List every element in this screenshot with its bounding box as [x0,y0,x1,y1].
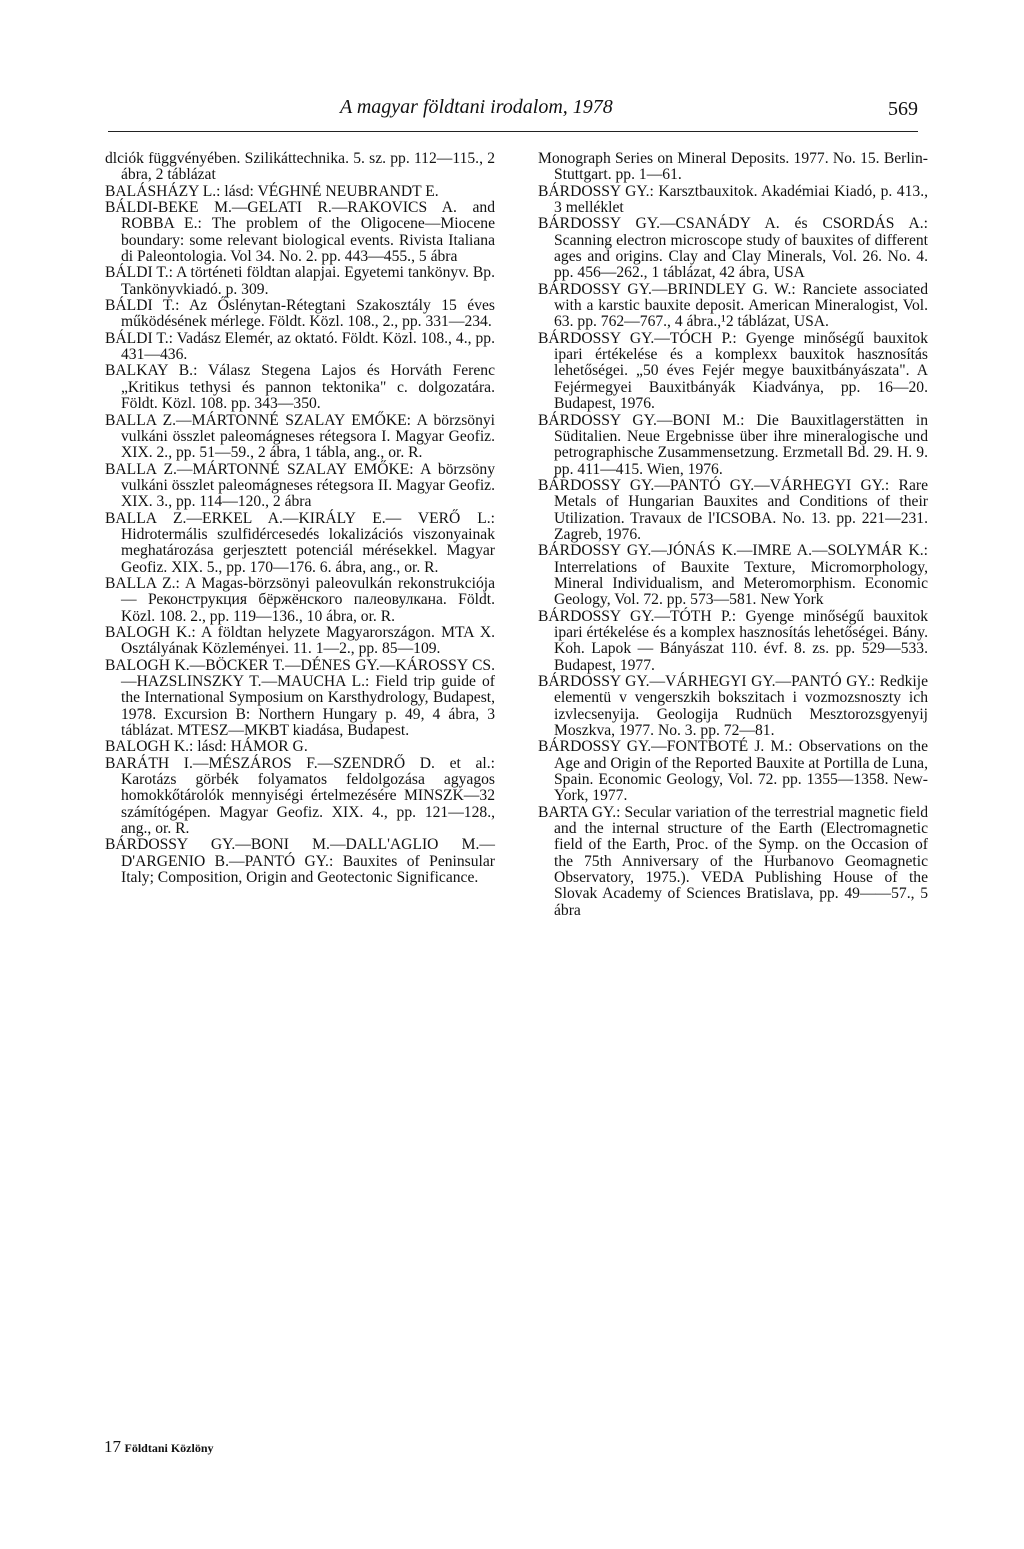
bib-entry: BÁRDOSSY GY.—JÓNÁS K.—IMRE A.—SOLYMÁR K.: Interrelations of Bauxite Texture, Micromorphology, Mineral Individualism, and Meteromorphism. Economic Geology, Vol. 72. pp. 573—581. New York [538,542,928,609]
bib-entry: BALOGH K.—BÖCKER T.—DÉNES GY.—KÁROSSY CS.—HAZSLINSZKY T.—MAUCHA L.: Field trip guide of the International Symposium on Karsthydrology, Budapest, 1978. Excursion B: Northern Hungary p. 49, 4 ábra, 3 táblázat. MTESZ—MKBT kiadása, Budapest. [105,656,495,740]
page-footer [104,1437,214,1457]
bib-entry: BÁLDI T.: A történeti földtan alapjai. Egyetemi tankönyv. Bp. Tankönyvkiadó. p. 309. [105,264,495,298]
bib-entry: BALLA Z.—MÁRTONNÉ SZALAY EMŐKE: A börzsönyi vulkáni összlet paleomágneses rétegsora I. Magyar Geofiz. XIX. 2., pp. 51—59., 2 ábra, 1 tábla, ang., or. R. [105,411,495,462]
bib-entry: BÁRDOSSY GY.—VÁRHEGYI GY.—PANTÓ GY.: Redkije elementü v vengerszkih bokszitach i vozmozsnoszty ich izvlecsenyija. Geologija Rudnüch Mesztorozsgyenyij Moszkva, 1977. No. 3. pp. 72—81. [538,673,928,740]
bib-entry: BÁLDI T.: Vadász Elemér, az oktató. Földt. Közl. 108., 4., pp. 431—436. [105,329,495,364]
bib-entry: BALKAY B.: Válasz Stegena Lajos és Horváth Ferenc „Kritikus tethysi és pannon tektonika" c. dolgozatára. Földt. Közl. 108. pp. 343—350. [105,362,495,413]
bib-entry: BÁRDOSSY GY.—TÓTH P.: Gyenge minőségű bauxitok ipari értékelése és a komplex hasznosítás lehetőségei. Bány. Koh. Lapok — Bányászat 110. évf. 8. zs. pp. 529—533. Budapest, 1977. [538,607,928,674]
bib-entry: BÁRDOSSY GY.—FONTBOTÉ J. M.: Observations on the Age and Origin of the Reported Bauxite at Portilla de Luna, Spain. Economic Geology, Vol. 72. pp. 1355—1358. New-York, 1977. [538,738,928,805]
sheet-number: 17 [104,1437,121,1456]
bib-entry: BALLA Z.—MÁRTONNÉ SZALAY EMŐKE: A börzsöny vulkáni összlet paleomágneses rétegsora II. Magyar Geofiz. XIX. 3., pp. 114—120., 2 ábra [105,460,495,511]
journal-name: Földtani Közlöny [124,1441,214,1455]
bib-entry: Monograph Series on Mineral Deposits. 1977. No. 15. Berlin-Stuttgart. pp. 1—61. [538,150,928,184]
bib-entry: BÁRDOSSY GY.—PANTÓ GY.—VÁRHEGYI GY.: Rare Metals of Hungarian Bauxites and Conditions of their Utilization. Travaux de l'ICSOBA. No. 13. pp. 221—231. Zagreb, 1976. [538,476,928,543]
bib-entry: dlciók függvényében. Szilikáttechnika. 5. sz. pp. 112—115., 2 ábra, 2 táblázat [105,150,495,184]
bib-entry: BALLA Z.—ERKEL A.—KIRÁLY E.— VERŐ L.: Hidrotermális szulfidércesedés lokalizációs viszonyainak meghatározása gerjesztett potenciál mérésekkel. Magyar Geofiz. XIX. 5., pp. 170—176. 6. ábra, ang., or. R. [105,509,495,576]
bib-entry: BALLA Z.: A Magas-börzsönyi paleovulkán rekonstrukciója — Реконструкция бёржёнского палеовулкана. Földt. Közl. 108. 2., pp. 119—136., 10 ábra, or. R. [105,574,495,625]
left-column [105,151,495,886]
bib-entry: BÁRDOSSY GY.—BRINDLEY G. W.: Ranciete associated with a karstic bauxite deposit. American Mineralogist, Vol. 63. pp. 762—767., 4 ábra.,¹2 táblázat, USA. [538,280,928,331]
bib-entry: BALOGH K.: A földtan helyzete Magyarországon. MTA X. Osztályának Közleményei. 11. 1—2., pp. 85—109. [105,623,495,658]
bib-entry: BÁLDI T.: Az Őslénytan-Rétegtani Szakosztály 15 éves működésének mérlege. Földt. Közl. 108., 2., pp. 331—234. [105,297,495,331]
bib-entry: BÁLDI-BEKE M.—GELATI R.—RAKOVICS A. and ROBBA E.: The problem of the Oligocene—Miocene boundary: some relevant biological events. Rivista Italiana di Paleontologia. Vol 34. No. 2. pp. 443—455., 5 ábra [105,199,495,266]
bib-entry: BÁRDOSSY GY.—CSANÁDY A. és CSORDÁS A.: Scanning electron microscope study of bauxites of different ages and origins. Clay and Clay Minerals, Vol. 26. No. 4. pp. 456—262., 1 táblázat, 42 ábra, USA [538,215,928,282]
bib-entry: BARÁTH I.—MÉSZÁROS F.—SZENDRŐ D. et al.: Karotázs görbék folyamatos feldolgozása agyagos homokkőtárolók mennyiségi értelmezésére MINSZK—32 számítógépen. Magyar Geofiz. XIX. 4., pp. 121—128., ang., or. R. [105,754,495,838]
bib-entry: BALOGH K.: lásd: HÁMOR G. [105,738,308,756]
bib-entry: BALÁSHÁZY L.: lásd: VÉGHNÉ NEUBRANDT E. [105,182,439,200]
header-rule [108,131,918,132]
page-number: 569 [888,98,918,120]
bib-entry: BÁRDOSSY GY.: Karsztbauxitok. Akadémiai Kiadó, p. 413., 3 melléklet [538,182,928,217]
running-title: A magyar földtani irodalom, 1978 [340,96,613,118]
bib-entry: BÁRDOSSY GY.—BONI M.—DALL'AGLIO M.—D'ARGENIO B.—PANTÓ GY.: Bauxites of Peninsular Italy; Composition, Origin and Geotectonic Significance. [105,836,495,887]
bib-entry: BÁRDOSSY GY.—TÓCH P.: Gyenge minőségű bauxitok ipari értékelése és a komplexx bauxitok hasznosítás lehetőségei. „50 éves Fejér megye bauxitbányászata". A Fejérmegyei Bauxitbányák Kiadványa, pp. 16—20. Budapest, 1976. [538,329,928,413]
running-header [108,96,918,126]
bib-entry: BÁRDOSSY GY.—BONI M.: Die Bauxitlagerstätten in Süditalien. Neue Ergebnisse über ihre mineralogische und petrographische Zusammensetzung. Erzmetall Bd. 29. H. 9. pp. 411—415. Wien, 1976. [538,411,928,478]
bib-entry: BARTA GY.: Secular variation of the terrestrial magnetic field and the internal structure of the Earth (Electromagnetic field of the Earth, Proc. of the Symp. on the Occasion of the 75th Anniversary of the Hurbanovo Geomagnetic Observatory, 1975.). VEDA Publishing House of the Slovak Academy of Sciences Bratislava, pp. 49——57., 5 ábra [538,803,928,919]
right-column [538,151,928,919]
